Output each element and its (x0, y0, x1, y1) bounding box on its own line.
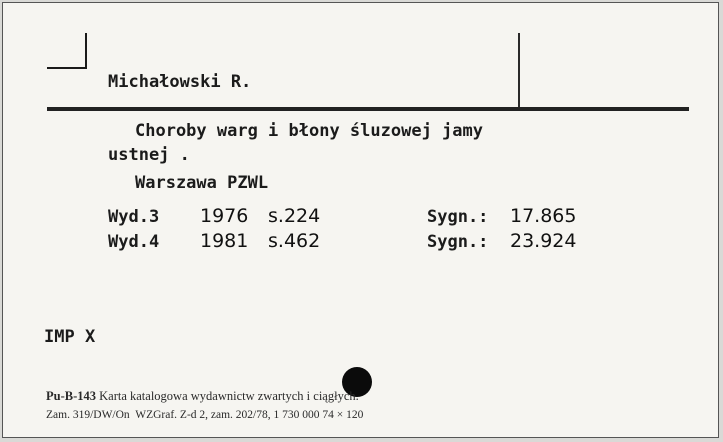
edition-year: 1981 (200, 230, 249, 252)
author-heading: Michałowski R. (108, 72, 252, 92)
heading-rule (47, 107, 689, 111)
form-description: Karta katalogowa wydawnictw zwartych i ciągłych. (96, 389, 359, 403)
signature-label: Sygn.: (427, 232, 489, 252)
place-publisher: Warszawa PZWL (135, 173, 269, 193)
edition-label: Wyd.3 (108, 207, 160, 227)
edition-pages: s.462 (268, 230, 321, 252)
form-code: Pu-B-143 (46, 389, 96, 403)
signature-number: 17.865 (510, 205, 577, 227)
edition-year: 1976 (200, 205, 249, 227)
signature-number: 23.924 (510, 230, 577, 252)
title-line-1: Choroby warg i błony śluzowej jamy (135, 121, 483, 141)
corner-mark-horizontal (47, 67, 87, 69)
imp-stamp (44, 327, 95, 347)
printer-imprint-line-2: Zam. 319/DW/On WZGraf. Z-d 2, zam. 202/78, 1 730 000 74 × 120 (46, 409, 364, 421)
printer-imprint-line-1 (46, 389, 359, 404)
corner-mark-vertical (85, 33, 87, 69)
edition-label: Wyd.4 (108, 232, 160, 252)
edition-pages: s.224 (268, 205, 321, 227)
signature-label: Sygn.: (427, 207, 489, 227)
heading-divider-line (518, 33, 520, 107)
imp-label: IMP (44, 327, 75, 347)
title-line-2: ustnej . (108, 145, 190, 165)
imp-mark: X (84, 327, 96, 347)
